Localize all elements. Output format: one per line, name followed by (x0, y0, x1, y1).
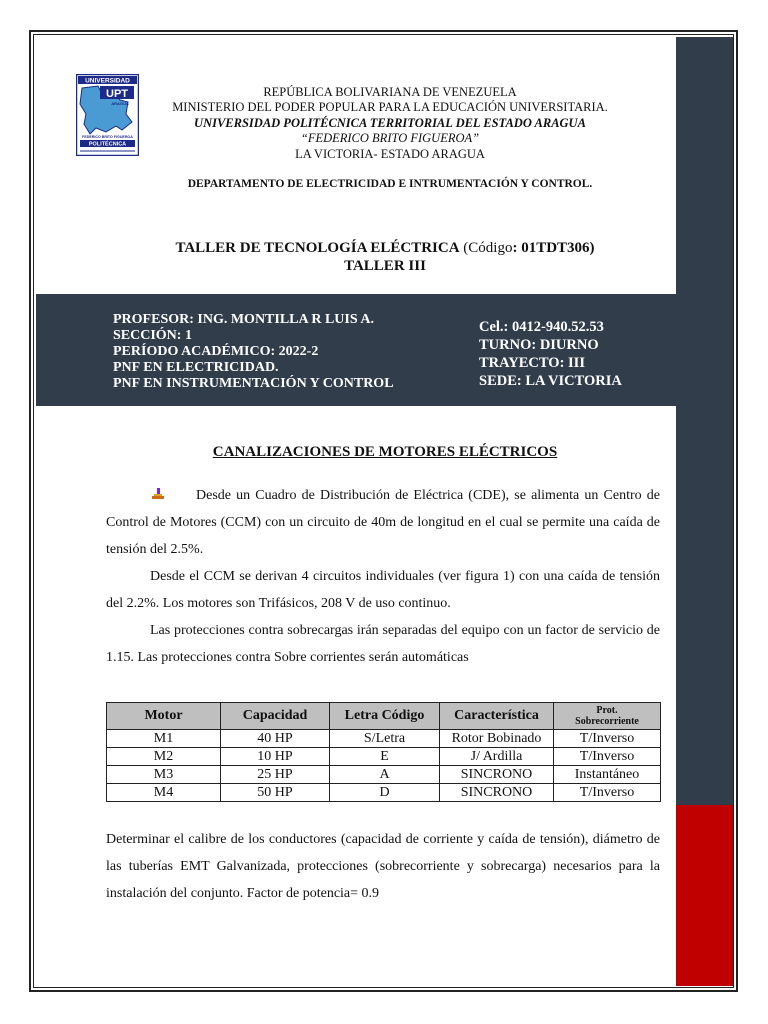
column-header-protection-line2: Sobrecorriente (575, 716, 639, 727)
table-row (107, 784, 661, 802)
table-cell: T/Inverso (554, 730, 661, 748)
info-band-left (113, 312, 394, 392)
side-bar-dark (676, 37, 733, 805)
header-line-ministry: MINISTERIO DEL PODER POPULAR PARA LA EDUCACIÓN UNIVERSITARIA. (172, 100, 608, 114)
paragraph-2 (106, 563, 660, 617)
header-line-university: UNIVERSIDAD POLITÉCNICA TERRITORIAL DEL ESTADO ARAGUA (194, 116, 586, 130)
table-cell: T/Inverso (554, 784, 661, 802)
table-cell: 50 HP (221, 784, 330, 802)
section-line: SECCIÓN: 1 (113, 328, 192, 343)
column-header-characteristic: Característica (440, 703, 554, 730)
info-band-right (479, 318, 622, 390)
table-cell: M1 (107, 730, 221, 748)
professor-line: PROFESOR: ING. MONTILLA R LUIS A. (113, 312, 374, 327)
paragraph-1 (106, 482, 660, 563)
table-cell: A (330, 766, 440, 784)
table-cell: M3 (107, 766, 221, 784)
header-line-republic: REPÚBLICA BOLIVARIANA DE VENEZUELA (263, 85, 517, 99)
table-cell: 10 HP (221, 748, 330, 766)
table-cell: Rotor Bobinado (440, 730, 554, 748)
table-cell: SINCRONO (440, 766, 554, 784)
course-subtitle: TALLER III (344, 258, 426, 274)
table-cell: E (330, 748, 440, 766)
column-header-capacity: Capacidad (221, 703, 330, 730)
table-cell: M4 (107, 784, 221, 802)
table-row (107, 748, 661, 766)
table-cell: M2 (107, 748, 221, 766)
table-cell: Instantáneo (554, 766, 661, 784)
logo-top-text: UNIVERSIDAD (85, 77, 130, 85)
table-cell: J/ Ardilla (440, 748, 554, 766)
section-title: CANALIZACIONES DE MOTORES ELÉCTRICOS (212, 444, 558, 460)
course-name: TALLER DE TECNOLOGÍA ELÉCTRICA (175, 240, 460, 256)
column-header-protection (554, 703, 661, 730)
paragraph-1-text: Desde un Cuadro de Distribución de Eléctrica (CDE), se alimenta un Centro de Control de Motores (CCM) con un circuito de 40m de longitud en el cual se permite una caída de tensión del 2.5%. (106, 488, 660, 557)
phone-line: Cel.: 0412-940.52.53 (479, 319, 604, 335)
paragraph-3-text: Las protecciones contra sobrecargas irán separadas del equipo con un factor de servicio de 1.15. Las protecciones contra Sobre corrientes serán automáticas (106, 623, 660, 665)
table-cell: D (330, 784, 440, 802)
header-line-location: LA VICTORIA- ESTADO ARAGUA (295, 147, 485, 161)
table-cell: SINCRONO (440, 784, 554, 802)
logo-state: ARAGUA (111, 101, 129, 106)
table-cell: T/Inverso (554, 748, 661, 766)
table-cell: 25 HP (221, 766, 330, 784)
course-code: : 01TDT306) (512, 240, 595, 256)
trajectory-line: TRAYECTO: III (479, 355, 585, 371)
table-row (107, 766, 661, 784)
side-bar-red (676, 805, 733, 986)
program-instrumentation-line: PNF EN INSTRUMENTACIÓN Y CONTROL (113, 376, 394, 391)
table-header-row (107, 703, 661, 730)
column-header-protection-line1: Prot. (596, 705, 618, 716)
table-cell: S/Letra (330, 730, 440, 748)
arrow-down-bullet-icon (152, 488, 164, 500)
period-line: PERÍODO ACADÉMICO: 2022-2 (113, 344, 319, 359)
table-row (107, 730, 661, 748)
question-paragraph: Determinar el calibre de los conductores (capacidad de corriente y caída de tensión), diámetro de las tuberías EMT Galvanizada, protecciones (sobrecorriente y sobrecarga) necesarios para la instalación del conjunto. Factor de potencia= 0.9 (106, 832, 660, 901)
department-line: DEPARTAMENTO DE ELECTRICIDAD E INTRUMENTACIÓN Y CONTROL. (187, 178, 593, 190)
motor-table (106, 702, 661, 802)
header-line-honoree: “FEDERICO BRITO FIGUEROA” (300, 131, 480, 145)
paragraph-2-text: Desde el CCM se derivan 4 circuitos individuales (ver figura 1) con una caída de tensión del 2.2%. Los motores son Trifásicos, 208 V de uso continuo. (106, 569, 660, 611)
university-logo (76, 74, 139, 156)
course-code-open: (Código (459, 240, 513, 256)
table-cell: 40 HP (221, 730, 330, 748)
logo-abbr: UPT (106, 88, 128, 100)
program-electricity-line: PNF EN ELECTRICIDAD. (113, 360, 279, 375)
course-title (100, 240, 670, 257)
logo-name2: POLITÉCNICA (88, 141, 127, 148)
logo-name1: FEDERICO BRITO FIGUEROA (82, 135, 133, 139)
paragraph-3 (106, 617, 660, 671)
column-header-code-letter: Letra Código (330, 703, 440, 730)
column-header-motor: Motor (107, 703, 221, 730)
campus-line: SEDE: LA VICTORIA (479, 373, 622, 389)
shift-line: TURNO: DIURNO (479, 337, 599, 353)
